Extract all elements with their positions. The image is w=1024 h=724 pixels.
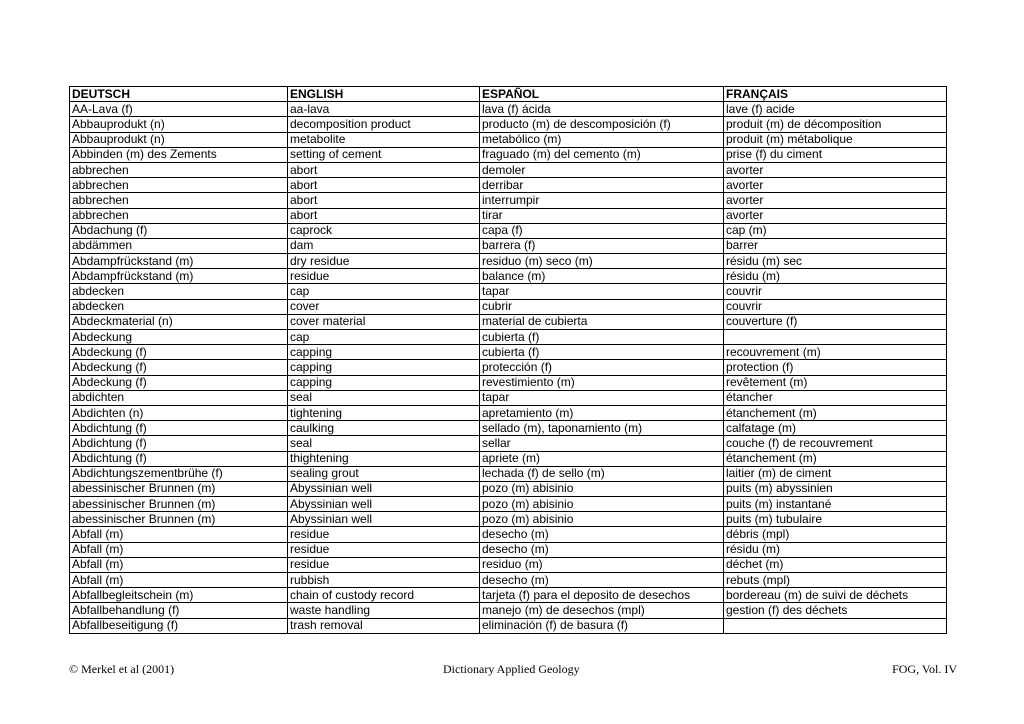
cell-deutsch: Abfall (m) (70, 573, 288, 588)
cell-francais: résidu (m) (724, 542, 947, 557)
cell-deutsch: Abdeckmaterial (n) (70, 314, 288, 329)
cell-deutsch: abbrechen (70, 178, 288, 193)
table-row (70, 132, 947, 147)
dictionary-table (69, 86, 947, 634)
cell-deutsch: Abdeckung (70, 330, 288, 345)
cell-deutsch: Abdichtung (f) (70, 451, 288, 466)
cell-espanol: desecho (m) (480, 527, 724, 542)
table-row (70, 436, 947, 451)
cell-francais: puits (m) instantané (724, 497, 947, 512)
cell-espanol: producto (m) de descomposición (f) (480, 117, 724, 132)
cell-espanol: cubierta (f) (480, 330, 724, 345)
cell-francais (724, 330, 947, 345)
table-row (70, 284, 947, 299)
cell-espanol: eliminación (f) de basura (f) (480, 618, 724, 633)
cell-english: abort (288, 162, 480, 177)
cell-deutsch: Abfallbehandlung (f) (70, 603, 288, 618)
cell-english: capping (288, 345, 480, 360)
table-header (70, 87, 947, 102)
footer-volume: FOG, Vol. IV (892, 662, 957, 676)
table-row (70, 223, 947, 238)
cell-francais: résidu (m) sec (724, 254, 947, 269)
table-row (70, 238, 947, 253)
cell-espanol: balance (m) (480, 269, 724, 284)
cell-english: abort (288, 208, 480, 223)
cell-espanol: material de cubierta (480, 314, 724, 329)
cell-deutsch: abdecken (70, 284, 288, 299)
cell-espanol: capa (f) (480, 223, 724, 238)
cell-francais (724, 618, 947, 633)
cell-espanol: manejo (m) de desechos (mpl) (480, 603, 724, 618)
cell-espanol: apretamiento (m) (480, 405, 724, 420)
table-row (70, 117, 947, 132)
cell-english: cap (288, 330, 480, 345)
cell-english: cover material (288, 314, 480, 329)
cell-espanol: cubrir (480, 299, 724, 314)
cell-english: setting of cement (288, 147, 480, 162)
cell-francais: lave (f) acide (724, 102, 947, 117)
table-row (70, 314, 947, 329)
cell-english: chain of custody record (288, 588, 480, 603)
cell-francais: cap (m) (724, 223, 947, 238)
cell-espanol: tapar (480, 390, 724, 405)
cell-espanol: cubierta (f) (480, 345, 724, 360)
cell-francais: barrer (724, 238, 947, 253)
cell-espanol: revestimiento (m) (480, 375, 724, 390)
cell-francais: avorter (724, 162, 947, 177)
table-row (70, 330, 947, 345)
cell-deutsch: Abbinden (m) des Zements (70, 147, 288, 162)
cell-deutsch: Abfallbegleitschein (m) (70, 588, 288, 603)
table-row (70, 466, 947, 481)
cell-francais: gestion (f) des déchets (724, 603, 947, 618)
cell-english: Abyssinian well (288, 481, 480, 496)
cell-espanol: tapar (480, 284, 724, 299)
cell-francais: étanchement (m) (724, 451, 947, 466)
cell-espanol: metabólico (m) (480, 132, 724, 147)
cell-english: tightening (288, 405, 480, 420)
cell-espanol: tarjeta (f) para el deposito de desechos (480, 588, 724, 603)
cell-deutsch: abessinischer Brunnen (m) (70, 497, 288, 512)
cell-francais: débris (mpl) (724, 527, 947, 542)
footer-copyright: © Merkel et al (2001) (69, 662, 175, 676)
cell-francais: résidu (m) (724, 269, 947, 284)
cell-english: capping (288, 375, 480, 390)
cell-espanol: demoler (480, 162, 724, 177)
table-row (70, 147, 947, 162)
cell-espanol: lechada (f) de sello (m) (480, 466, 724, 481)
footer-title: Dictionary Applied Geology (443, 662, 580, 676)
cell-espanol: residuo (m) (480, 557, 724, 572)
cell-deutsch: abessinischer Brunnen (m) (70, 481, 288, 496)
cell-deutsch: Abdampfrückstand (m) (70, 254, 288, 269)
cell-francais: couverture (f) (724, 314, 947, 329)
table-row (70, 254, 947, 269)
table-row (70, 405, 947, 420)
cell-espanol: barrera (f) (480, 238, 724, 253)
cell-deutsch: abdecken (70, 299, 288, 314)
cell-espanol: derribar (480, 178, 724, 193)
column-header-espanol: ESPAÑOL (480, 87, 724, 102)
cell-francais: puits (m) tubulaire (724, 512, 947, 527)
cell-english: rubbish (288, 573, 480, 588)
table-row (70, 360, 947, 375)
table-row (70, 512, 947, 527)
cell-english: seal (288, 436, 480, 451)
cell-deutsch: Abfall (m) (70, 557, 288, 572)
cell-deutsch: Abdichten (n) (70, 405, 288, 420)
cell-francais: protection (f) (724, 360, 947, 375)
table-row (70, 421, 947, 436)
cell-francais: bordereau (m) de suivi de déchets (724, 588, 947, 603)
cell-francais: prise (f) du ciment (724, 147, 947, 162)
cell-deutsch: Abfallbeseitigung (f) (70, 618, 288, 633)
cell-deutsch: abbrechen (70, 193, 288, 208)
table-row (70, 618, 947, 633)
table-row (70, 375, 947, 390)
column-header-francais: FRANÇAIS (724, 87, 947, 102)
cell-english: residue (288, 269, 480, 284)
cell-english: seal (288, 390, 480, 405)
cell-espanol: protección (f) (480, 360, 724, 375)
table-row (70, 588, 947, 603)
table-row (70, 542, 947, 557)
cell-deutsch: AA-Lava (f) (70, 102, 288, 117)
cell-deutsch: abbrechen (70, 162, 288, 177)
cell-francais: étancher (724, 390, 947, 405)
cell-deutsch: Abdeckung (f) (70, 375, 288, 390)
cell-espanol: pozo (m) abisinio (480, 481, 724, 496)
cell-deutsch: abdichten (70, 390, 288, 405)
cell-francais: puits (m) abyssinien (724, 481, 947, 496)
table-row (70, 102, 947, 117)
cell-espanol: desecho (m) (480, 542, 724, 557)
cell-francais: revêtement (m) (724, 375, 947, 390)
cell-francais: déchet (m) (724, 557, 947, 572)
cell-deutsch: Abfall (m) (70, 542, 288, 557)
table-row (70, 269, 947, 284)
cell-deutsch: Abdeckung (f) (70, 345, 288, 360)
cell-deutsch: Abfall (m) (70, 527, 288, 542)
cell-english: aa-lava (288, 102, 480, 117)
cell-francais: rebuts (mpl) (724, 573, 947, 588)
table-row (70, 390, 947, 405)
cell-english: trash removal (288, 618, 480, 633)
cell-espanol: interrumpir (480, 193, 724, 208)
cell-espanol: pozo (m) abisinio (480, 512, 724, 527)
cell-francais: calfatage (m) (724, 421, 947, 436)
table-row (70, 497, 947, 512)
cell-english: dam (288, 238, 480, 253)
cell-espanol: fraguado (m) del cemento (m) (480, 147, 724, 162)
table-row (70, 603, 947, 618)
column-header-english: ENGLISH (288, 87, 480, 102)
cell-espanol: residuo (m) seco (m) (480, 254, 724, 269)
cell-english: caulking (288, 421, 480, 436)
table-row (70, 481, 947, 496)
cell-deutsch: Abdichtung (f) (70, 436, 288, 451)
cell-english: metabolite (288, 132, 480, 147)
cell-francais: recouvrement (m) (724, 345, 947, 360)
cell-deutsch: Abdichtungszementbrühe (f) (70, 466, 288, 481)
cell-english: abort (288, 178, 480, 193)
table-body (70, 102, 947, 634)
cell-english: residue (288, 557, 480, 572)
cell-english: abort (288, 193, 480, 208)
cell-english: capping (288, 360, 480, 375)
table-row (70, 527, 947, 542)
cell-deutsch: Abdachung (f) (70, 223, 288, 238)
table-row (70, 299, 947, 314)
cell-deutsch: Abdeckung (f) (70, 360, 288, 375)
cell-francais: étanchement (m) (724, 405, 947, 420)
cell-espanol: tirar (480, 208, 724, 223)
table-row (70, 345, 947, 360)
cell-english: caprock (288, 223, 480, 238)
cell-deutsch: Abdampfrückstand (m) (70, 269, 288, 284)
cell-english: cover (288, 299, 480, 314)
cell-deutsch: Abbauprodukt (n) (70, 132, 288, 147)
cell-english: waste handling (288, 603, 480, 618)
cell-francais: couvrir (724, 299, 947, 314)
cell-english: sealing grout (288, 466, 480, 481)
table-row (70, 178, 947, 193)
cell-english: thightening (288, 451, 480, 466)
cell-deutsch: Abdichtung (f) (70, 421, 288, 436)
cell-english: cap (288, 284, 480, 299)
table-row (70, 573, 947, 588)
cell-espanol: pozo (m) abisinio (480, 497, 724, 512)
cell-francais: laitier (m) de ciment (724, 466, 947, 481)
cell-francais: avorter (724, 193, 947, 208)
cell-english: Abyssinian well (288, 497, 480, 512)
cell-english: Abyssinian well (288, 512, 480, 527)
cell-francais: produit (m) métabolique (724, 132, 947, 147)
header-row (70, 87, 947, 102)
cell-espanol: sellar (480, 436, 724, 451)
cell-francais: produit (m) de décomposition (724, 117, 947, 132)
cell-deutsch: Abbauprodukt (n) (70, 117, 288, 132)
cell-espanol: sellado (m), taponamiento (m) (480, 421, 724, 436)
column-header-deutsch: DEUTSCH (70, 87, 288, 102)
cell-deutsch: abbrechen (70, 208, 288, 223)
table-row (70, 208, 947, 223)
cell-english: residue (288, 527, 480, 542)
cell-espanol: lava (f) ácida (480, 102, 724, 117)
cell-english: dry residue (288, 254, 480, 269)
cell-deutsch: abessinischer Brunnen (m) (70, 512, 288, 527)
cell-espanol: desecho (m) (480, 573, 724, 588)
table-row (70, 451, 947, 466)
cell-francais: avorter (724, 178, 947, 193)
table-row (70, 557, 947, 572)
cell-deutsch: abdämmen (70, 238, 288, 253)
table-row (70, 193, 947, 208)
cell-francais: avorter (724, 208, 947, 223)
table-row (70, 162, 947, 177)
cell-francais: couvrir (724, 284, 947, 299)
page-footer (0, 662, 1024, 682)
cell-english: residue (288, 542, 480, 557)
cell-espanol: apriete (m) (480, 451, 724, 466)
cell-english: decomposition product (288, 117, 480, 132)
cell-francais: couche (f) de recouvrement (724, 436, 947, 451)
